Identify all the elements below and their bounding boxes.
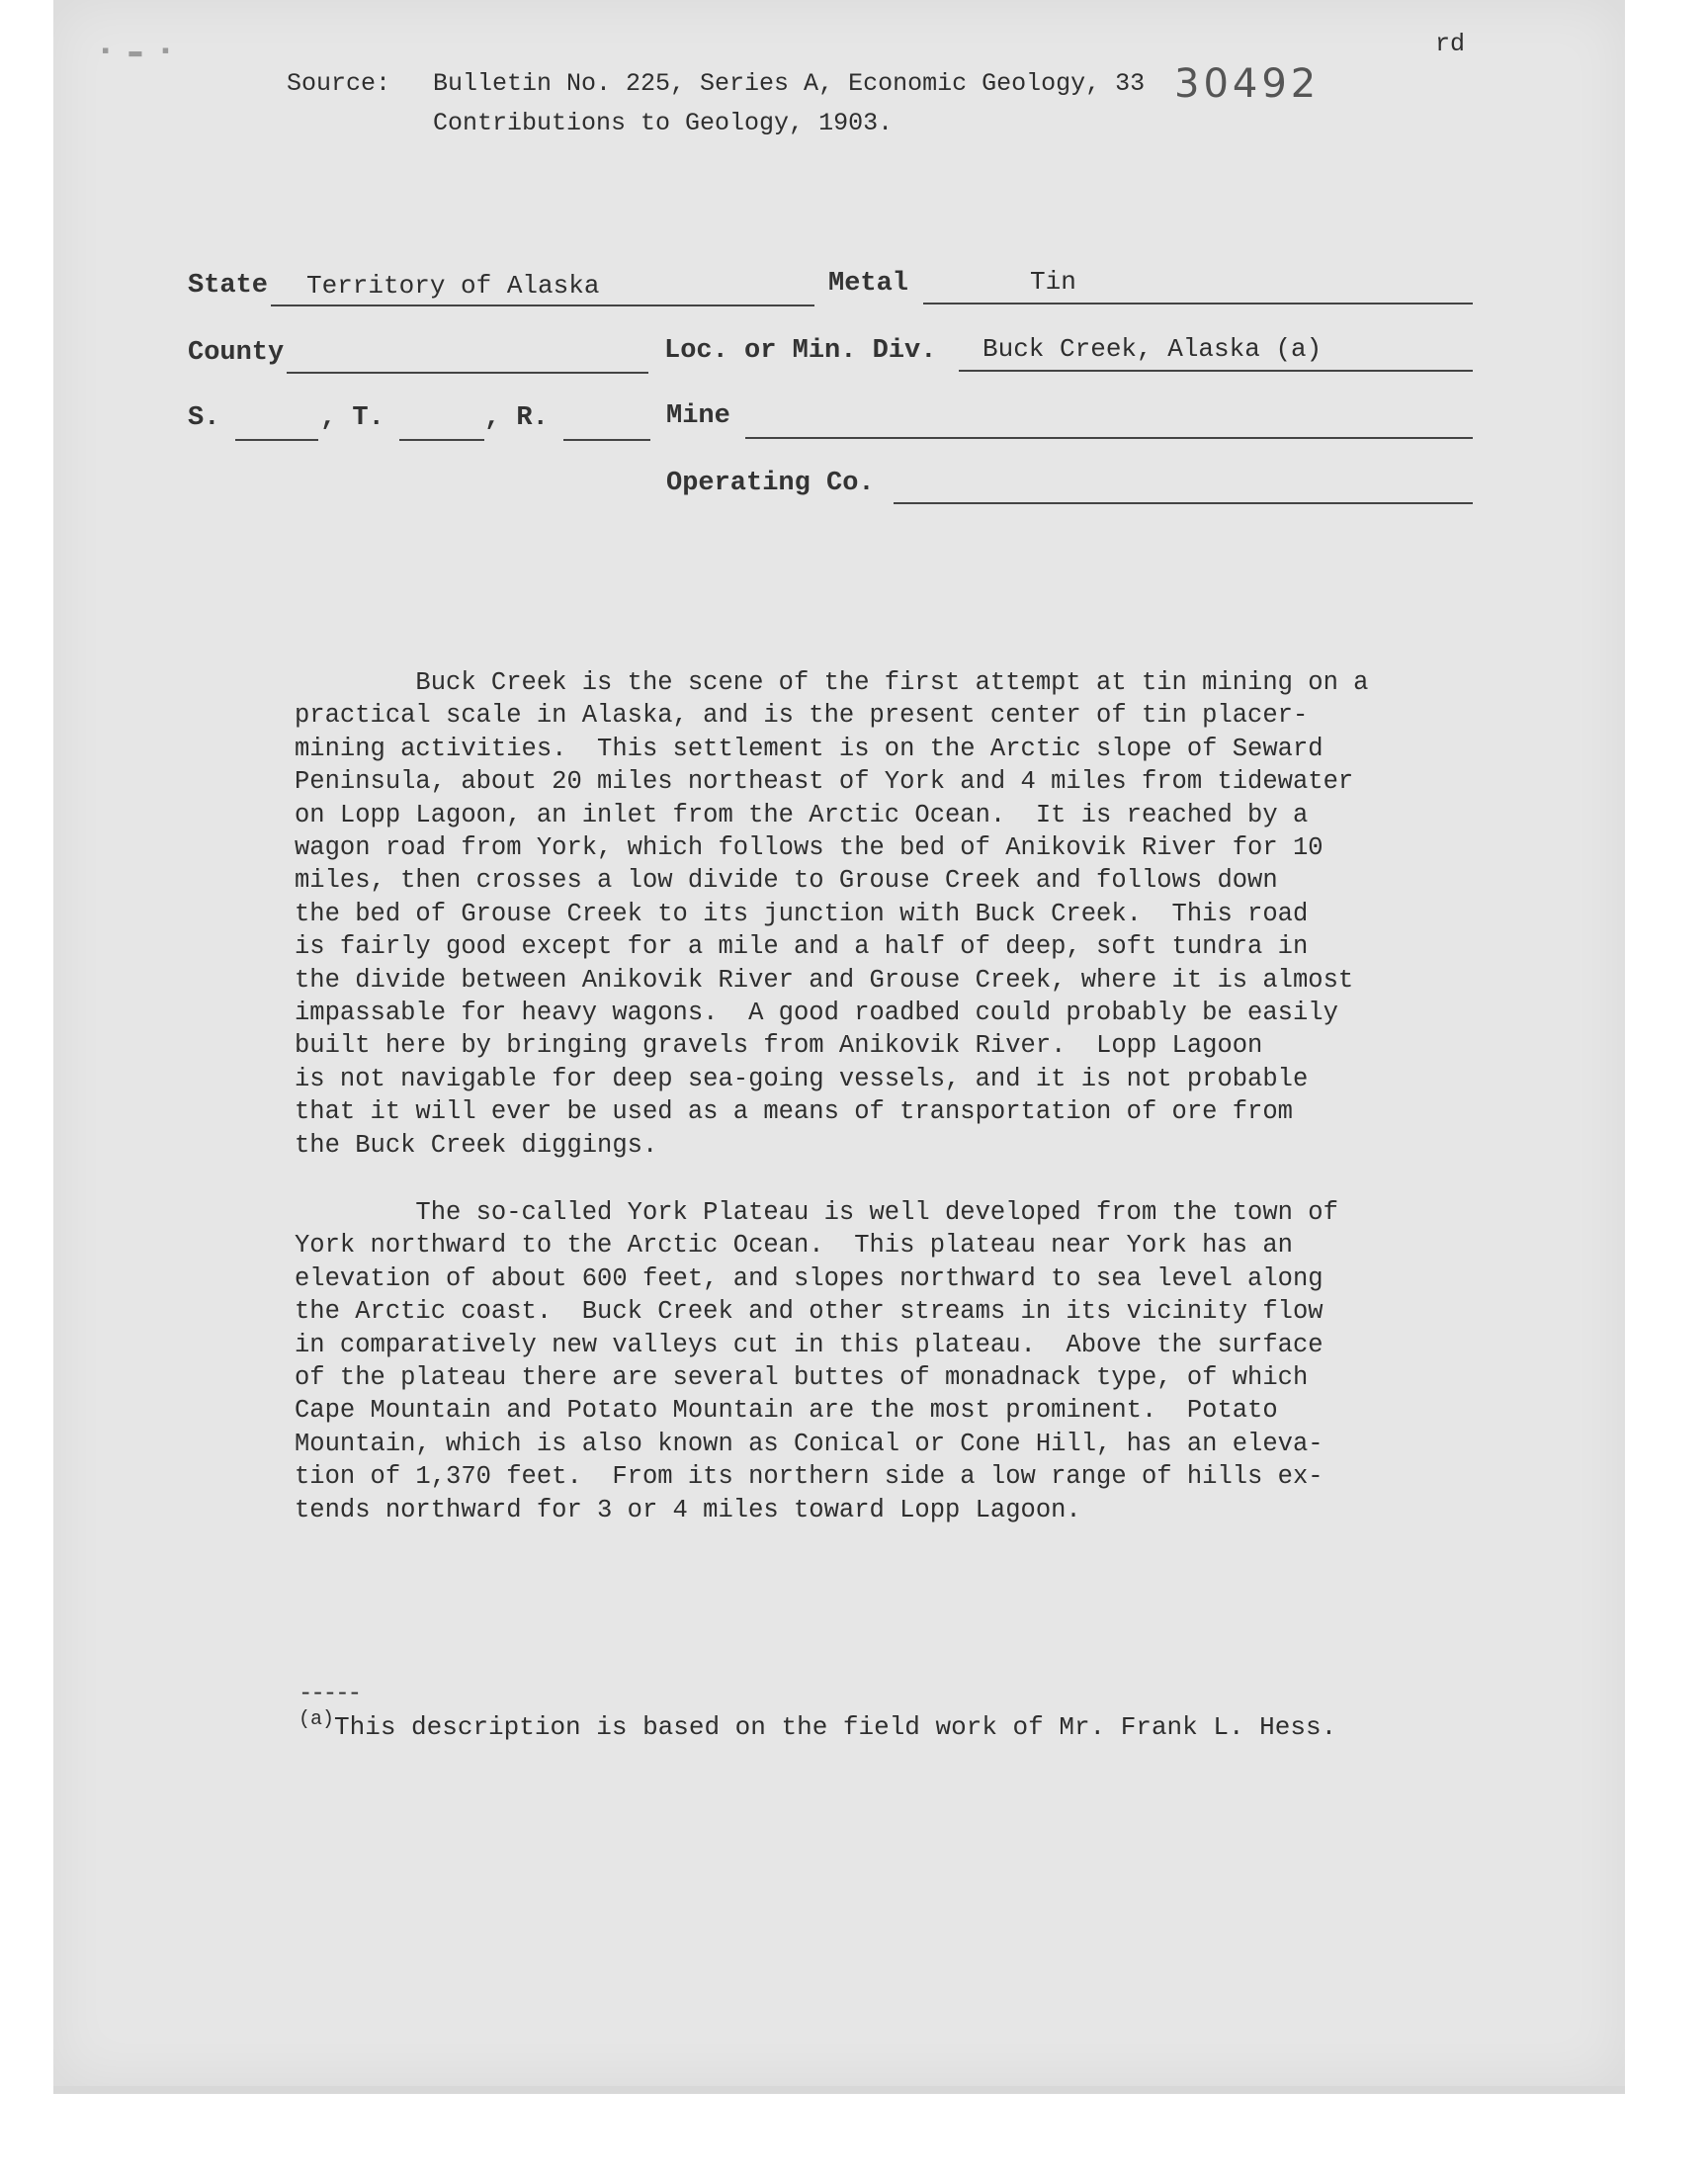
mine-label: Mine bbox=[666, 401, 730, 431]
operating-co-label: Operating Co. bbox=[666, 469, 875, 498]
section-label: S. bbox=[188, 403, 220, 433]
loc-label: Loc. or Min. Div. bbox=[664, 336, 937, 366]
source-line-2: Contributions to Geology, 1903. bbox=[433, 109, 894, 137]
township-field-line bbox=[399, 405, 484, 441]
section-field-line bbox=[235, 405, 318, 441]
footnote-marker: (a) bbox=[299, 1708, 335, 1731]
body-paragraph-2: The so-called York Plateau is well developed from the town of York northward to the Arctic Ocean. This plateau near York has an elevation of about 600 feet, and slopes northward to sea level along the Arctic coast. Buck Creek and other streams in its vicinity flow in comparatively new valleys cut in this plateau. Above the surface of the plateau there are several buttes of monadnack type, of which Cape Mountain and Potato Mountain are the most prominent. Potato Mountain, which is also known as Conical or Cone Hill, has an eleva- tion of 1,370 feet. From its northern side a low range of hills ex- tends northward for 3 or 4 miles toward Lopp Lagoon. bbox=[295, 1198, 1338, 1524]
county-label: County bbox=[188, 338, 285, 368]
loc-value: Buck Creek, Alaska (a) bbox=[982, 334, 1323, 364]
source-line-1: Bulletin No. 225, Series A, Economic Geology, 33 bbox=[433, 69, 1146, 98]
body-paragraph-1: Buck Creek is the scene of the first attempt at tin mining on a practical scale in Alaska, and is the present center of tin placer- mining activities. This settlement is on the Arctic slope of Seward Peninsula, about 20 miles northeast of York and 4 miles from tidewater on Lopp Lagoon, an inlet from the Arctic Ocean. It is reached by a wagon road from York, which follows the bed of Anikovik River for 10 miles, then crosses a low divide to Grouse Creek and follows down the bed of Grouse Creek to its junction with Buck Creek. This road is fairly good except for a mile and a half of deep, soft tundra in the divide between Anikovik River and Grouse Creek, where it is almost impassable for heavy wagons. A good roadbed could probably be easily built here by bringing gravels from Anikovik River. Lopp Lagoon is not navigable for deep sea-going vessels, and it is not probable that it will ever be used as a means of transportation of ore from the Buck Creek diggings. bbox=[295, 668, 1369, 1160]
state-value: Territory of Alaska bbox=[306, 271, 600, 301]
operating-co-field-line bbox=[894, 469, 1473, 504]
footnote-rule: ----- bbox=[299, 1681, 361, 1707]
county-field-line bbox=[287, 338, 648, 374]
metal-value: Tin bbox=[1030, 267, 1076, 297]
footnote bbox=[299, 1708, 1336, 1742]
top-right-note: rd bbox=[1435, 30, 1466, 58]
range-label: , R. bbox=[484, 403, 549, 433]
metal-field-line bbox=[923, 269, 1473, 304]
mine-field-line bbox=[745, 403, 1473, 439]
footnote-text: This description is based on the field work of Mr. Frank L. Hess. bbox=[334, 1712, 1337, 1742]
corner-mark: ▪ ▬ ▪ bbox=[99, 40, 175, 64]
document-number-stamp: 30492 bbox=[1174, 61, 1321, 107]
range-field-line bbox=[563, 405, 650, 441]
metal-label: Metal bbox=[828, 269, 909, 299]
state-label: State bbox=[188, 271, 269, 301]
township-label: , T. bbox=[320, 403, 384, 433]
source-label: Source: bbox=[287, 69, 391, 98]
page-edge bbox=[53, 2086, 1625, 2094]
